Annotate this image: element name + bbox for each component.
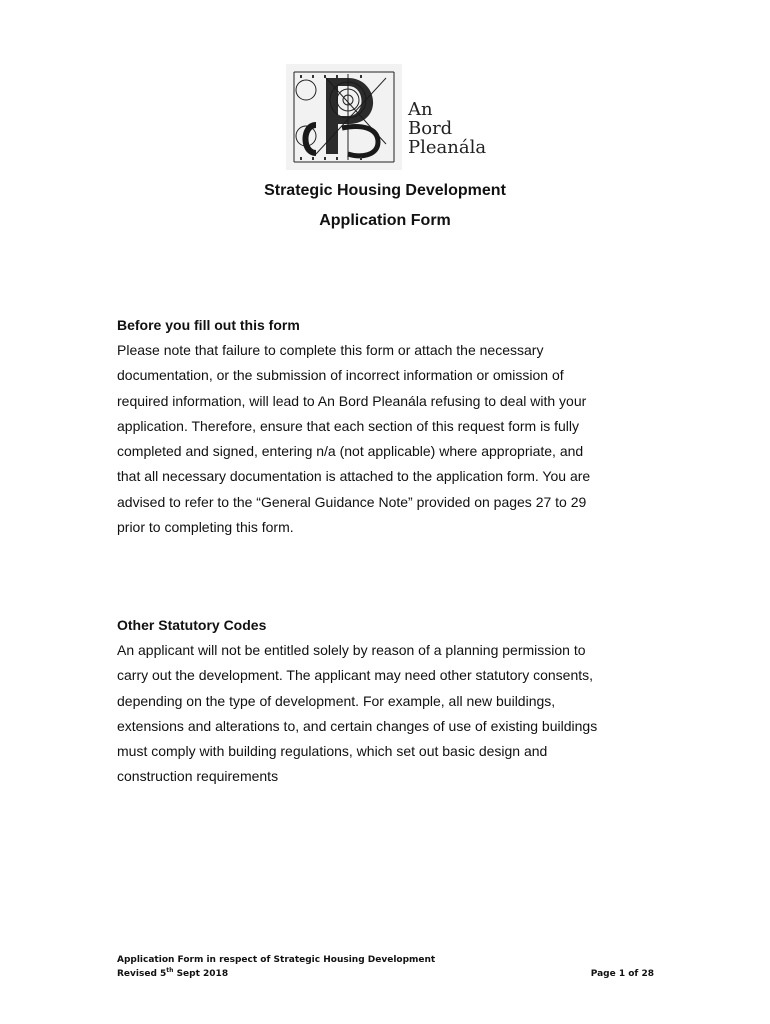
- footer-revision-date: Revised 5th Sept 2018: [117, 967, 229, 979]
- section-heading: Before you fill out this form: [117, 317, 300, 333]
- footer-form-description: Application Form in respect of Strategic Housing Development: [117, 955, 436, 965]
- paragraph-line: extensions and alterations to, and certain changes of use of existing buildings: [117, 717, 598, 734]
- document-subtitle: Application Form: [319, 212, 451, 229]
- p-monogram-icon: [286, 64, 402, 170]
- paragraph-line: depending on the type of development. For example, all new buildings,: [117, 692, 556, 709]
- page-number: Page 1 of 28: [590, 969, 654, 979]
- paragraph-line: advised to refer to the “General Guidance Note” provided on pages 27 to 29: [117, 493, 587, 510]
- paragraph-line: required information, will lead to An Bord Pleanála refusing to deal with your: [117, 392, 587, 409]
- logo-wordmark: [408, 100, 486, 157]
- paragraph-line: construction requirements: [117, 768, 279, 785]
- paragraph-line: An applicant will not be entitled solely by reason of a planning permission to: [117, 642, 586, 658]
- paragraph-line: that all necessary documentation is attached to the application form. You are: [117, 468, 591, 485]
- logo-line-an: An: [408, 99, 433, 120]
- paragraph-line: Please note that failure to complete this form or attach the necessary: [117, 342, 544, 358]
- paragraph-line: application. Therefore, ensure that each section of this request form is fully: [117, 417, 579, 434]
- other-statutory-codes-section: [117, 613, 677, 790]
- paragraph-line: completed and signed, entering n/a (not applicable) where appropriate, and: [117, 443, 584, 460]
- paragraph-line: carry out the development. The applicant may need other statutory consents,: [117, 667, 594, 684]
- page-footer: [117, 953, 654, 981]
- logo-line-bord: Bord: [408, 118, 453, 139]
- an-bord-pleanala-logo: [286, 64, 496, 170]
- paragraph-line: documentation, or the submission of incorrect information or omission of: [117, 367, 564, 384]
- paragraph-line: prior to completing this form.: [117, 519, 294, 536]
- section-heading: Other Statutory Codes: [117, 617, 267, 633]
- logo-line-pleanala: Pleanála: [408, 137, 487, 158]
- before-you-fill-section: [117, 313, 677, 540]
- paragraph-line: must comply with building regulations, which set out basic design and: [117, 743, 548, 760]
- document-title: Strategic Housing Development: [264, 182, 506, 199]
